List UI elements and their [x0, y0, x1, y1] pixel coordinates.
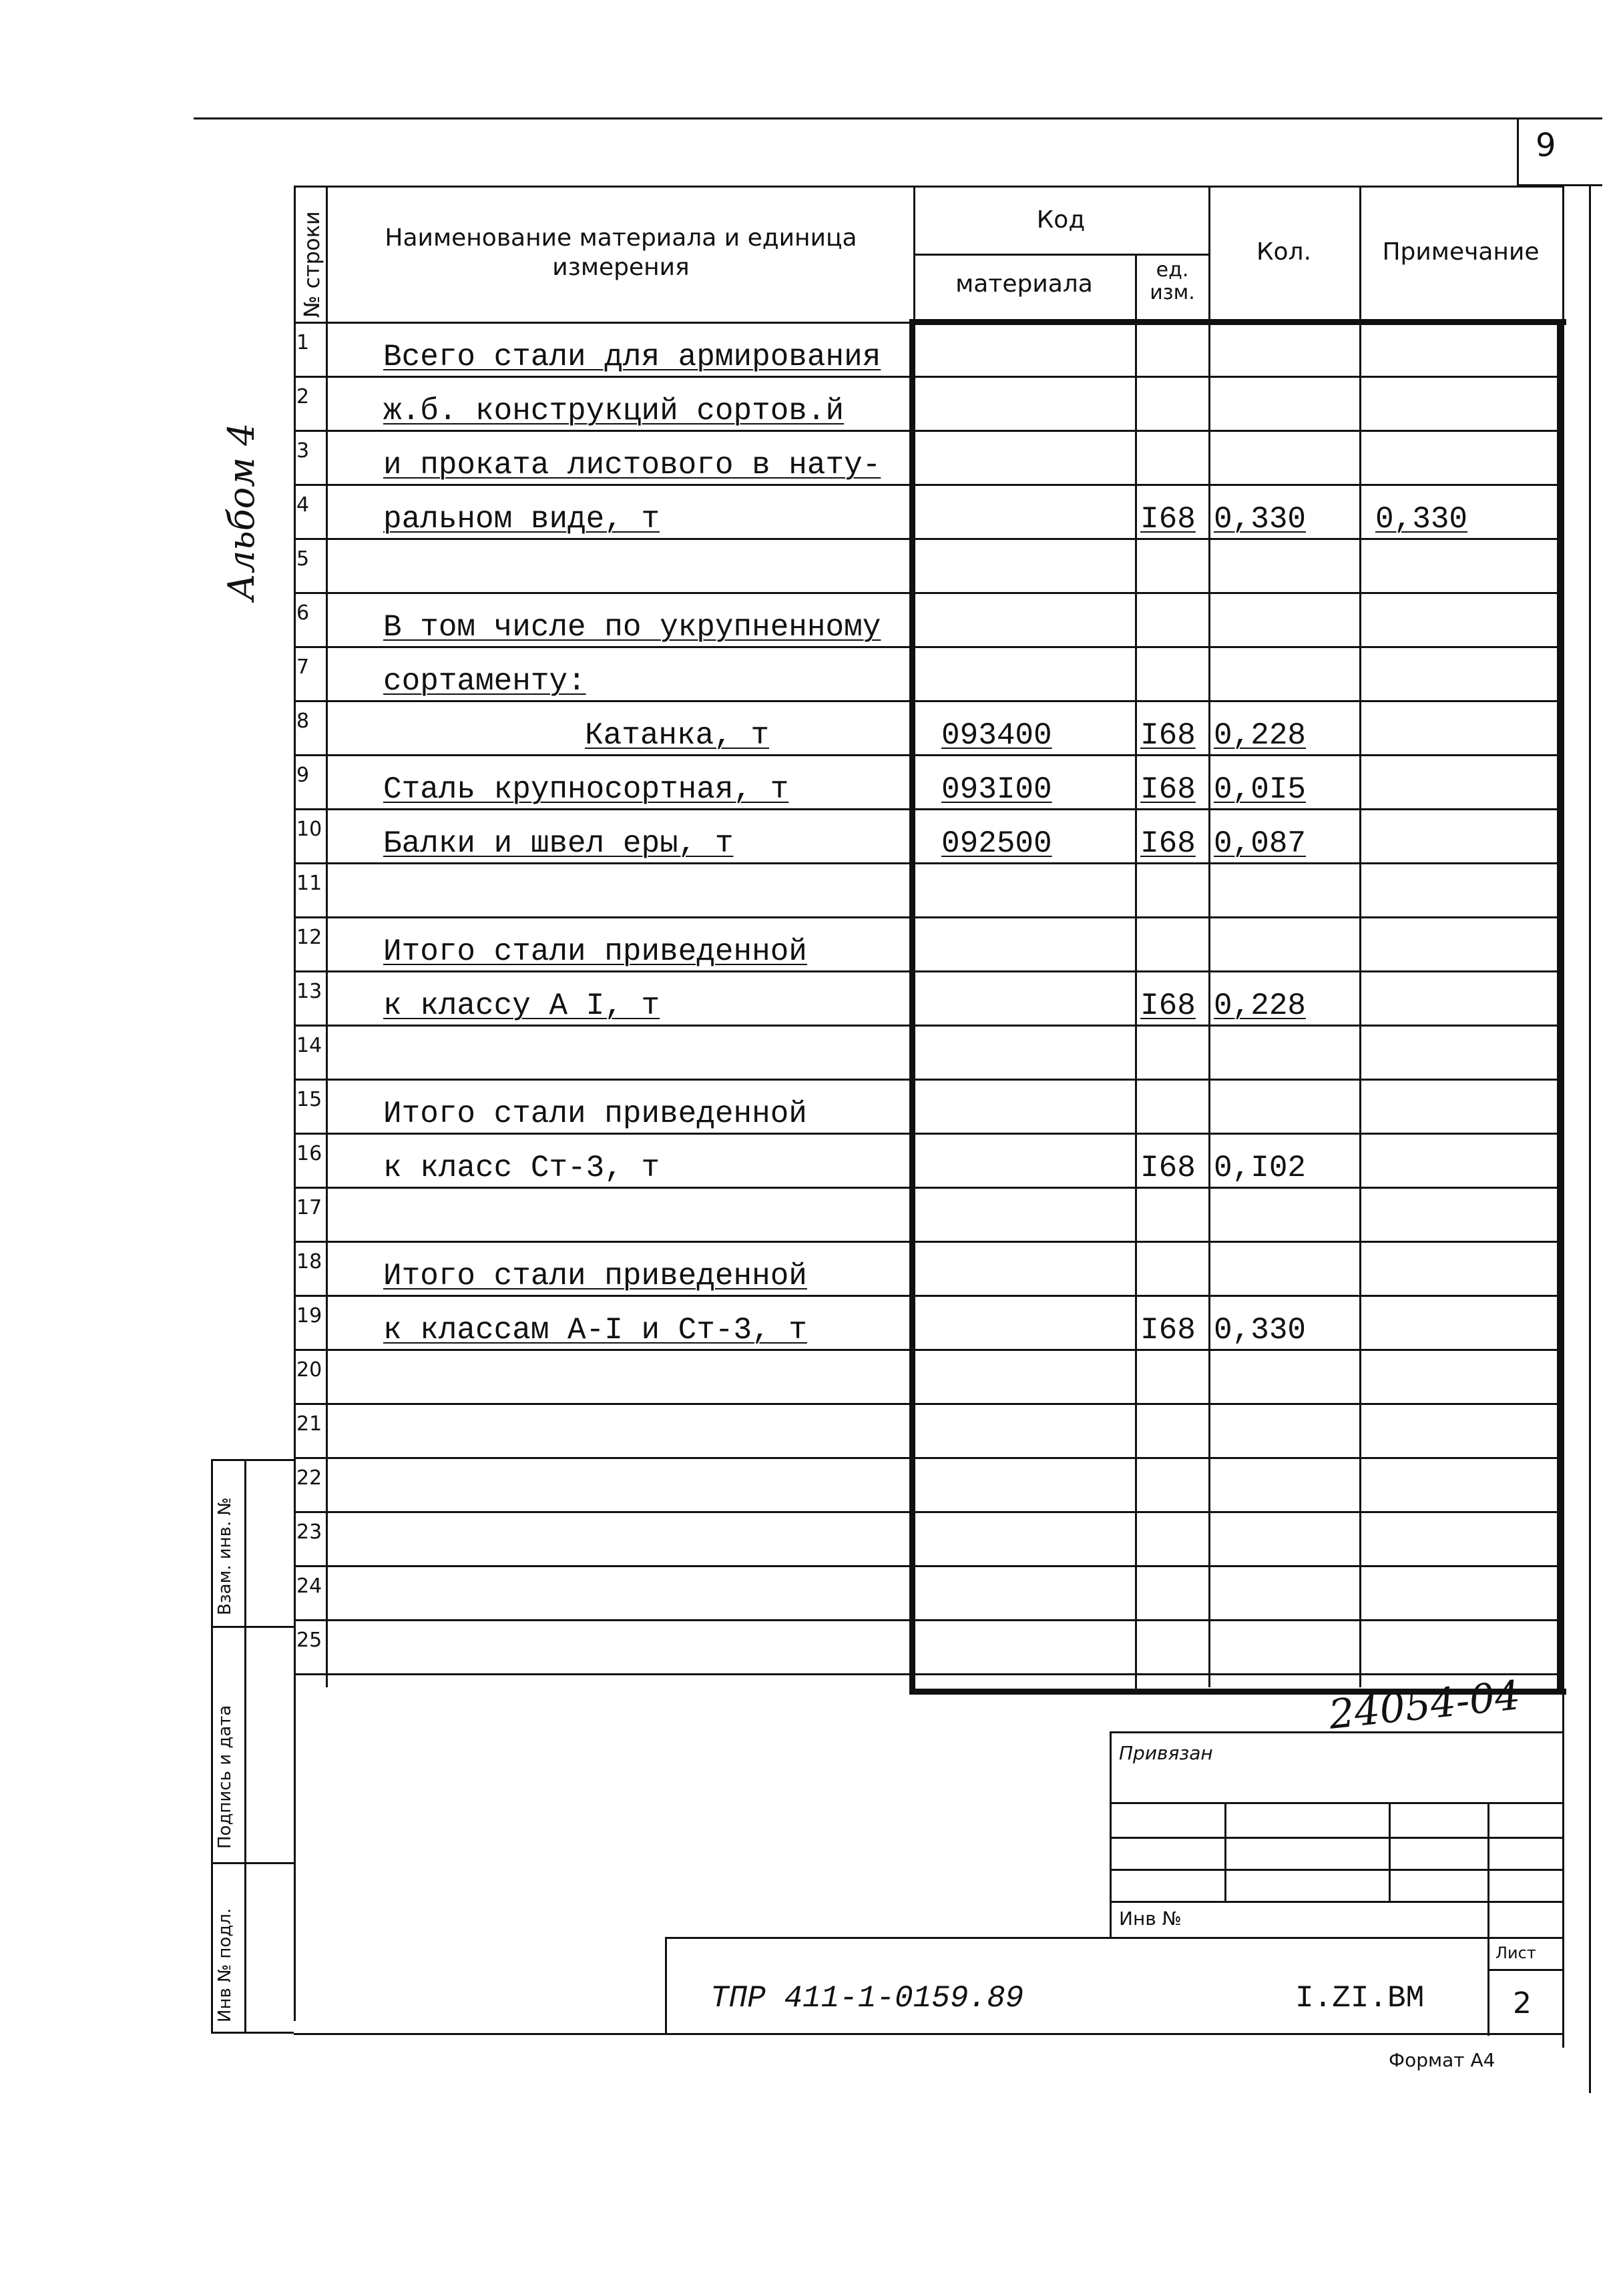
- row-line: [294, 484, 1562, 486]
- row-9-material: 093I00: [941, 772, 1052, 807]
- row-18-name: Итого стали приведенной: [383, 1259, 807, 1294]
- title-block-left: [665, 1937, 667, 2033]
- row-4-name: ральном виде, т: [383, 502, 660, 537]
- row-number: 2: [296, 385, 310, 408]
- row-7-name: сортаменту:: [383, 664, 586, 699]
- header-name: Наименование материала и единица измерения: [385, 224, 857, 281]
- row-line: [294, 970, 1562, 972]
- row-16-qty: 0,I02: [1214, 1151, 1307, 1185]
- row-line: [294, 1241, 1562, 1243]
- row-3-name: и проката листового в нату-: [383, 448, 881, 483]
- row-19-name: к классам А-I и Ст-3, т: [383, 1313, 807, 1348]
- row-line: [294, 808, 1562, 810]
- row-number: 13: [296, 980, 322, 1003]
- col-note-border: [1359, 186, 1361, 1687]
- header-note: Примечание: [1382, 238, 1540, 266]
- list-box-rule: [1487, 1969, 1562, 1971]
- row-19-unit: I68: [1140, 1313, 1196, 1348]
- page-number: 9: [1536, 127, 1556, 164]
- row-4-qty: 0,330: [1214, 502, 1307, 537]
- col-qty-border: [1208, 186, 1210, 1687]
- row-line: [294, 1295, 1562, 1297]
- row-line: [294, 1673, 1562, 1675]
- row-10-material: 092500: [941, 826, 1052, 861]
- row-1-name: Всего стали для армирования: [383, 340, 881, 374]
- row-number: 4: [296, 493, 310, 517]
- row-number: 22: [296, 1466, 322, 1490]
- table-left-border: [294, 186, 296, 2021]
- privyazan-box-top: [1110, 1731, 1562, 1733]
- row-8-unit: I68: [1140, 718, 1196, 753]
- privyazan-grid-3: [1110, 1869, 1562, 1871]
- row-12-name: Итого стали приведенной: [383, 934, 807, 969]
- row-line: [294, 700, 1562, 702]
- row-line: [294, 1025, 1562, 1027]
- header-bottom-rule: [294, 322, 909, 324]
- row-number: 6: [296, 601, 310, 625]
- row-15-name: Итого стали приведенной: [383, 1097, 807, 1131]
- privyazan-grid-4: [1110, 1901, 1562, 1903]
- row-number: 16: [296, 1142, 322, 1165]
- privyazan-label: Привязан: [1119, 1742, 1213, 1764]
- body-top-heavy: [909, 319, 1566, 325]
- row-number: 14: [296, 1034, 322, 1057]
- rownum-col-border: [326, 186, 328, 1687]
- row-line: [294, 1619, 1562, 1621]
- row-number: 25: [296, 1629, 322, 1652]
- row-number: 24: [296, 1574, 322, 1598]
- row-number: 19: [296, 1304, 322, 1328]
- title-block-top: [665, 1937, 1562, 1939]
- privyazan-grid-1: [1110, 1802, 1562, 1804]
- row-13-unit: I68: [1140, 988, 1196, 1023]
- row-line: [294, 1511, 1562, 1513]
- row-8-material: 093400: [941, 718, 1052, 753]
- header-code: Код: [1036, 206, 1086, 234]
- row-number: 3: [296, 439, 310, 463]
- row-line: [294, 646, 1562, 648]
- row-line: [294, 592, 1562, 594]
- row-9-qty: 0,0I5: [1214, 772, 1307, 807]
- side-podpis-data: Подпись и дата: [215, 1705, 235, 1849]
- side-stamp-mid: [244, 1459, 246, 2033]
- list-number: 2: [1513, 1986, 1532, 2020]
- row-line: [294, 376, 1562, 378]
- top-rule: [194, 117, 1602, 119]
- row-13-name: к классу А I, т: [383, 988, 660, 1023]
- row-16-unit: I68: [1140, 1151, 1196, 1185]
- row-line: [294, 754, 1562, 756]
- row-2-name: ж.б. конструкций сортов.й: [383, 394, 845, 428]
- row-line: [294, 1403, 1562, 1405]
- side-vzam-inv: Взам. инв. №: [215, 1497, 235, 1615]
- row-8-name: Катанка, т: [585, 718, 770, 753]
- row-number: 7: [296, 655, 310, 679]
- row-number: 18: [296, 1250, 322, 1273]
- privyazan-col-1: [1224, 1802, 1226, 1902]
- row-line: [294, 538, 1562, 540]
- row-line: [294, 1349, 1562, 1351]
- row-number: 11: [296, 872, 322, 895]
- row-line: [294, 1565, 1562, 1567]
- list-label: Лист: [1495, 1944, 1536, 1962]
- row-16-name: к класс Ст-3, т: [383, 1151, 660, 1185]
- row-number: 17: [296, 1196, 322, 1219]
- row-number: 20: [296, 1358, 322, 1382]
- row-line: [294, 862, 1562, 864]
- page-number-box-left: [1517, 117, 1519, 184]
- row-number: 15: [296, 1088, 322, 1111]
- row-10-qty: 0,087: [1214, 826, 1307, 861]
- album-note: Альбом 4: [220, 422, 262, 601]
- row-4-note: 0,330: [1375, 502, 1468, 537]
- row-number: 8: [296, 709, 310, 733]
- sheet-code: I.ZI.BM: [1295, 1981, 1425, 2016]
- header-qty: Кол.: [1256, 238, 1312, 266]
- row-6-name: В том числе по укрупненному: [383, 610, 881, 645]
- row-number: 23: [296, 1520, 322, 1544]
- header-row-no: № строки: [299, 211, 324, 318]
- header-code-material: материала: [955, 270, 1093, 298]
- side-stamp-line-1: [211, 1626, 294, 1628]
- inv-no-label: Инв №: [1119, 1908, 1182, 1930]
- row-number: 5: [296, 547, 310, 571]
- body-right-heavy: [1557, 319, 1563, 1694]
- right-edge-line: [1589, 184, 1591, 2093]
- row-line: [294, 1079, 1562, 1081]
- privyazan-col-2: [1389, 1802, 1391, 1902]
- table-top-border: [294, 186, 1562, 188]
- side-inv-podl: Инв № подл.: [215, 1908, 235, 2022]
- body-left-heavy: [909, 319, 915, 1694]
- row-13-qty: 0,228: [1214, 988, 1307, 1023]
- row-10-unit: I68: [1140, 826, 1196, 861]
- privyazan-grid-2: [1110, 1837, 1562, 1839]
- row-number: 9: [296, 764, 310, 787]
- format-label: Формат А4: [1389, 2049, 1495, 2071]
- side-stamp-left: [211, 1459, 213, 2033]
- row-line: [294, 1187, 1562, 1189]
- code-subheader-rule: [913, 254, 1208, 256]
- privyazan-col-3: [1487, 1802, 1489, 2036]
- side-stamp-bottom: [211, 2032, 294, 2034]
- row-line: [294, 1133, 1562, 1135]
- handwritten-code: 24054-04: [1327, 1672, 1523, 1739]
- page-bottom-rule: [294, 2033, 1562, 2035]
- side-stamp-top: [211, 1459, 294, 1461]
- row-19-qty: 0,330: [1214, 1313, 1307, 1348]
- row-number: 10: [296, 818, 322, 841]
- row-number: 12: [296, 926, 322, 949]
- header-code-unit: ед. изм.: [1150, 258, 1195, 304]
- privyazan-box-left: [1110, 1731, 1112, 1938]
- row-8-qty: 0,228: [1214, 718, 1307, 753]
- row-line: [294, 916, 1562, 918]
- doc-code: ТПР 411-1-0159.89: [710, 1981, 1024, 2016]
- side-stamp-line-2: [211, 1862, 294, 1864]
- row-line: [294, 430, 1562, 432]
- row-number: 1: [296, 331, 310, 354]
- row-number: 21: [296, 1412, 322, 1436]
- row-line: [294, 1457, 1562, 1459]
- row-9-unit: I68: [1140, 772, 1196, 807]
- row-9-name: Сталь крупносортная, т: [383, 772, 789, 807]
- row-4-unit: I68: [1140, 502, 1196, 537]
- row-10-name: Балки и швел еры, т: [383, 826, 734, 861]
